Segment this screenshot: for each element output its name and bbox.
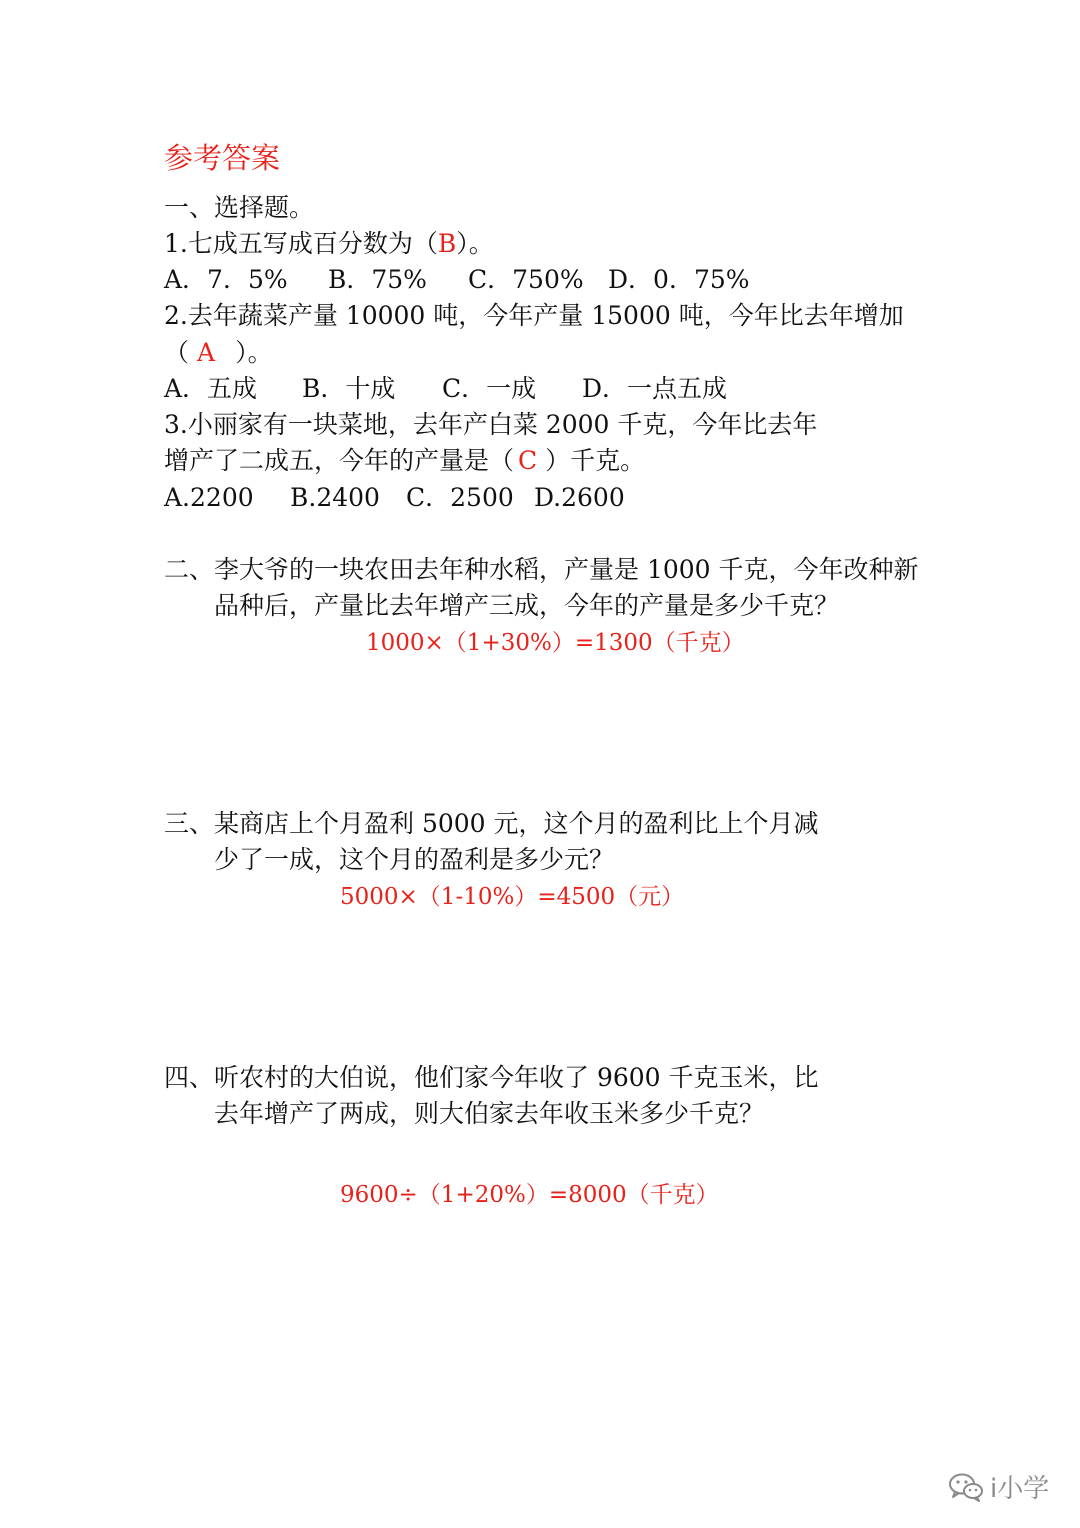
section2-line2: 品种后，产量比去年增产三成，今年的产量是多少千克？ xyxy=(214,591,840,620)
q3-option-d: D.2600 xyxy=(534,483,625,512)
q3-stem-line1: 3.小丽家有一块菜地，去年产白菜 2000 千克，今年比去年 xyxy=(164,410,818,439)
section3-line2: 少了一成，这个月的盈利是多少元？ xyxy=(214,845,615,874)
q3-answer: C xyxy=(518,446,538,475)
q1-option-a: A．7．5% xyxy=(164,265,288,294)
section3-line1: 三、某商店上个月盈利 5000 元，这个月的盈利比上个月减 xyxy=(164,809,819,838)
q2-option-d: D．一点五成 xyxy=(582,374,728,403)
watermark-text: i小学 xyxy=(990,1474,1050,1504)
q3-stem-post: ）千克。 xyxy=(545,446,646,475)
q2-options xyxy=(164,374,727,404)
q2-option-c: C．一成 xyxy=(442,374,537,403)
q1-option-c: C．750% xyxy=(468,265,584,294)
page-title: 参考答案 xyxy=(164,141,281,175)
section4-line2: 去年增产了两成，则大伯家去年收玉米多少千克？ xyxy=(214,1099,765,1128)
section4-answer: 9600÷（1+20%）=8000（千克） xyxy=(340,1182,719,1208)
q3-option-b: B.2400 xyxy=(290,483,380,512)
q2-stem-line1: 2.去年蔬菜产量 10000 吨，今年产量 15000 吨，今年比去年增加 xyxy=(164,301,904,330)
q2-option-b: B．十成 xyxy=(302,374,396,403)
q1-stem xyxy=(164,229,494,259)
q1-options xyxy=(164,265,750,295)
watermark xyxy=(948,1468,1049,1505)
section4-line1: 四、听农村的大伯说，他们家今年收了 9600 千克玉米，比 xyxy=(164,1063,819,1092)
wechat-icon xyxy=(948,1472,984,1502)
q3-option-c: C．2500 xyxy=(406,483,514,512)
q1-answer: B xyxy=(437,229,457,258)
q3-stem-line2 xyxy=(164,446,645,476)
q2-option-a: A．五成 xyxy=(164,374,258,403)
section1-heading: 一、选择题。 xyxy=(164,193,315,222)
q3-stem-pre: 增产了二成五，今年的产量是（ xyxy=(164,446,515,475)
q3-options xyxy=(164,483,625,513)
q2-stem-post: ）。 xyxy=(235,338,273,367)
q1-option-b: B．75% xyxy=(328,265,427,294)
q3-option-a: A.2200 xyxy=(164,483,254,512)
section2-line1: 二、李大爷的一块农田去年种水稻，产量是 1000 千克，今年改种新 xyxy=(164,555,919,584)
q1-stem-pre: 1.七成五写成百分数为（ xyxy=(164,229,438,258)
section3-answer: 5000×（1-10%）=4500（元） xyxy=(340,884,685,910)
q1-option-d: D．0．75% xyxy=(608,265,750,294)
section2-answer: 1000×（1+30%）=1300（千克） xyxy=(366,630,745,656)
q1-stem-post: ）。 xyxy=(456,229,494,258)
q2-stem-pre: （ xyxy=(164,338,190,367)
q2-stem-line2 xyxy=(164,338,273,368)
q2-answer: A xyxy=(197,338,216,367)
